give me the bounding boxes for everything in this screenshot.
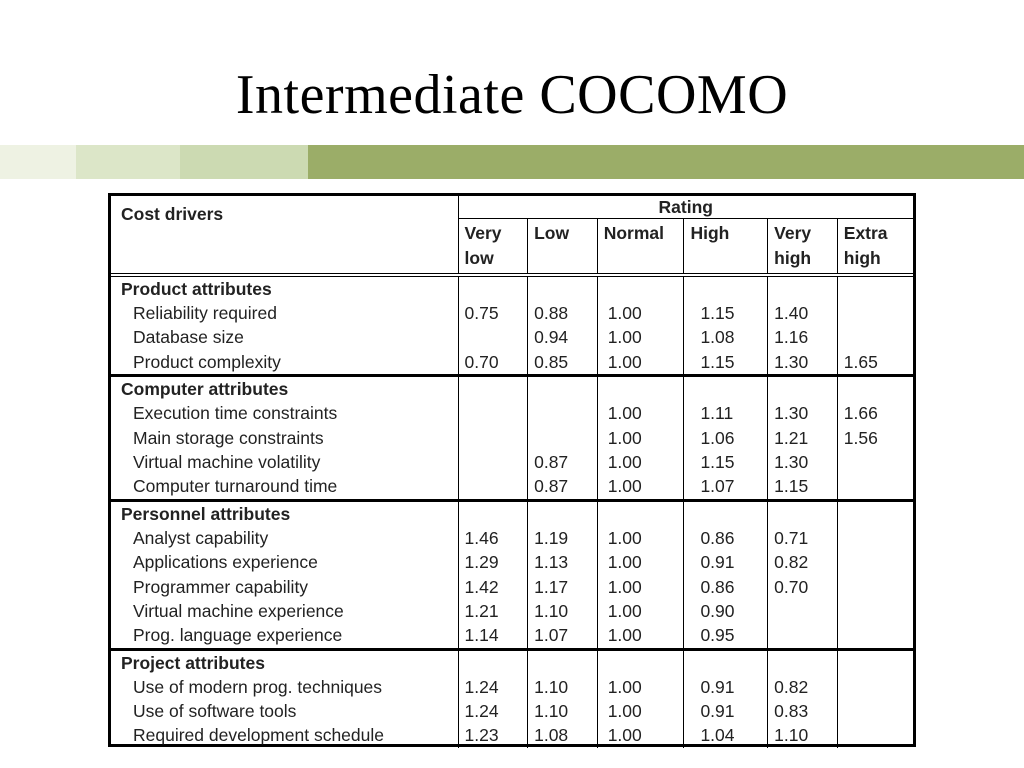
group-title-spacer <box>684 277 767 301</box>
group-title-spacer <box>838 277 913 301</box>
multiplier-value: 1.00 <box>607 303 642 323</box>
cost-driver-name: Prog. language experience <box>133 625 343 646</box>
multiplier-value: 0.86 <box>700 527 735 548</box>
driver-name-cell <box>111 500 458 649</box>
rating-level-header <box>458 219 528 276</box>
rating-value-column <box>684 376 768 501</box>
multiplier-value: 1.00 <box>607 476 642 497</box>
cost-driver-name: Use of modern prog. techniques <box>133 676 383 697</box>
rating-level-label-line1: Very <box>774 223 812 243</box>
multiplier-value: 1.16 <box>774 327 809 348</box>
multiplier-value: 0.94 <box>534 327 569 348</box>
multiplier-value: 1.15 <box>774 476 809 497</box>
multiplier-value <box>838 599 913 623</box>
multiplier-value: 1.14 <box>464 625 499 646</box>
driver-name-cell <box>111 275 458 376</box>
attribute-group-row <box>111 275 913 376</box>
rating-value-column <box>768 649 838 748</box>
rating-level-header <box>684 219 768 276</box>
rating-level-label-line2: low <box>464 248 494 268</box>
multiplier-value: 1.07 <box>534 625 569 646</box>
slide-title: Intermediate COCOMO <box>235 64 789 126</box>
multiplier-value <box>528 426 597 450</box>
attribute-group-row <box>111 500 913 649</box>
attribute-group-row <box>111 649 913 748</box>
multiplier-value: 0.87 <box>534 476 569 497</box>
group-title-spacer <box>838 502 913 526</box>
multiplier-value: 1.30 <box>774 403 809 424</box>
multiplier-value <box>838 675 913 699</box>
multiplier-value: 1.19 <box>534 527 569 548</box>
rating-level-label-line2: high <box>774 248 812 268</box>
multiplier-value: 1.24 <box>464 676 499 697</box>
rating-value-column <box>597 275 684 376</box>
cocomo-table-frame <box>108 193 916 747</box>
group-title-spacer <box>684 502 767 526</box>
rating-value-column <box>768 376 838 501</box>
multiplier-value: 1.24 <box>464 701 499 722</box>
multiplier-value: 1.10 <box>534 701 569 722</box>
multiplier-value: 1.00 <box>607 451 642 472</box>
multiplier-value <box>768 623 837 647</box>
accent-bar-segment <box>180 145 308 179</box>
group-title-spacer <box>684 377 767 401</box>
cost-driver-name: Execution time constraints <box>133 403 338 424</box>
multiplier-value: 0.71 <box>774 527 809 548</box>
attribute-group-title: Product attributes <box>121 279 272 299</box>
multiplier-value: 0.83 <box>774 701 809 722</box>
rating-value-column <box>597 500 684 649</box>
multiplier-value: 1.65 <box>843 351 878 372</box>
multiplier-value <box>459 325 528 349</box>
multiplier-value: 0.70 <box>464 351 499 372</box>
group-title-spacer <box>528 277 597 301</box>
multiplier-value <box>838 723 913 747</box>
group-title-spacer <box>598 651 684 675</box>
attribute-group-row <box>111 376 913 501</box>
rating-value-column <box>837 649 913 748</box>
multiplier-value: 1.56 <box>843 427 878 448</box>
rating-level-label-line2 <box>604 246 678 271</box>
multiplier-value: 1.40 <box>774 303 809 323</box>
group-title-spacer <box>684 651 767 675</box>
multiplier-value: 1.29 <box>464 552 499 573</box>
group-title-spacer <box>528 377 597 401</box>
rating-level-label-line1: Extra <box>843 223 888 243</box>
cost-driver-name: Use of software tools <box>133 701 297 722</box>
multiplier-value: 1.00 <box>607 576 642 597</box>
rating-level-label-line1: Low <box>534 223 570 243</box>
multiplier-value <box>838 550 913 574</box>
multiplier-value: 1.10 <box>534 600 569 621</box>
rating-value-column <box>458 376 528 501</box>
rating-value-column <box>837 376 913 501</box>
group-title-spacer <box>598 502 684 526</box>
multiplier-value: 1.04 <box>700 725 735 746</box>
multiplier-value: 1.00 <box>607 725 642 746</box>
multiplier-value: 1.00 <box>607 327 642 348</box>
multiplier-value: 0.91 <box>700 552 735 573</box>
group-title-spacer <box>768 277 837 301</box>
multiplier-value: 1.15 <box>700 451 735 472</box>
cost-driver-name: Virtual machine experience <box>133 600 344 621</box>
rating-value-column <box>684 500 768 649</box>
cost-driver-name: Database size <box>133 327 244 348</box>
group-title-spacer <box>598 377 684 401</box>
multiplier-value <box>838 575 913 599</box>
multiplier-value: 1.17 <box>534 576 569 597</box>
multiplier-value <box>459 474 528 498</box>
rating-value-column <box>684 649 768 748</box>
rating-value-column <box>597 649 684 748</box>
multiplier-value: 1.00 <box>607 600 642 621</box>
multiplier-value: 1.42 <box>464 576 499 597</box>
multiplier-value <box>838 301 913 325</box>
accent-bar-segment <box>308 145 1024 179</box>
rating-level-label-line2: high <box>843 248 881 268</box>
multiplier-value: 1.00 <box>607 701 642 722</box>
accent-bar-segment <box>76 145 180 179</box>
multiplier-value: 0.87 <box>534 451 569 472</box>
cost-driver-name: Computer turnaround time <box>133 476 338 497</box>
multiplier-value: 1.10 <box>534 676 569 697</box>
multiplier-value: 1.66 <box>843 403 878 424</box>
multiplier-value: 1.15 <box>700 303 735 323</box>
rating-level-label-line2 <box>690 246 761 271</box>
multiplier-value: 1.00 <box>607 552 642 573</box>
multiplier-value <box>838 699 913 723</box>
multiplier-value: 1.46 <box>464 527 499 548</box>
rating-level-header <box>528 219 598 276</box>
cost-driver-name: Virtual machine volatility <box>133 451 321 472</box>
multiplier-value: 1.00 <box>607 527 642 548</box>
rating-level-label-line2 <box>534 246 591 271</box>
group-title-spacer <box>459 377 528 401</box>
rating-level-label-line1: Very <box>464 223 502 243</box>
rating-value-column <box>528 500 598 649</box>
rating-value-column <box>768 500 838 649</box>
rating-value-column <box>597 376 684 501</box>
group-title-spacer <box>838 651 913 675</box>
group-title-spacer <box>528 651 597 675</box>
cost-driver-name: Product complexity <box>133 351 281 372</box>
multiplier-value: 0.90 <box>700 600 735 621</box>
group-title-spacer <box>598 277 684 301</box>
multiplier-value <box>459 426 528 450</box>
group-title-spacer <box>459 277 528 301</box>
multiplier-value: 1.23 <box>464 725 499 746</box>
multiplier-value: 1.11 <box>700 403 734 424</box>
multiplier-value: 1.06 <box>700 427 735 448</box>
rating-value-column <box>458 275 528 376</box>
multiplier-value: 1.00 <box>607 427 642 448</box>
group-title-spacer <box>459 502 528 526</box>
multiplier-value: 1.08 <box>534 725 569 746</box>
group-title-spacer <box>459 651 528 675</box>
rating-header: Rating <box>458 196 913 219</box>
cost-driver-name: Main storage constraints <box>133 427 324 448</box>
multiplier-value: 0.75 <box>464 303 499 323</box>
multiplier-value: 1.00 <box>607 625 642 646</box>
multiplier-value <box>838 450 913 474</box>
multiplier-value: 0.88 <box>534 303 569 323</box>
group-title-spacer <box>768 651 837 675</box>
cocomo-cost-driver-table <box>111 196 913 748</box>
multiplier-value <box>838 623 913 647</box>
driver-name-cell <box>111 649 458 748</box>
rating-value-column <box>528 376 598 501</box>
driver-name-cell <box>111 376 458 501</box>
rating-value-column <box>837 275 913 376</box>
multiplier-value <box>838 474 913 498</box>
attribute-group-title: Personnel attributes <box>121 503 291 524</box>
rating-level-label-line1: Normal <box>603 223 664 243</box>
attribute-group-title: Project attributes <box>121 652 265 673</box>
group-title-spacer <box>838 377 913 401</box>
group-title-spacer <box>768 502 837 526</box>
multiplier-value: 0.70 <box>774 576 809 597</box>
multiplier-value <box>459 401 528 425</box>
multiplier-value <box>838 526 913 550</box>
rating-level-header <box>837 219 913 276</box>
multiplier-value: 0.82 <box>774 552 809 573</box>
rating-value-column <box>684 275 768 376</box>
rating-value-column <box>458 649 528 748</box>
rating-level-label-line1: High <box>690 223 730 243</box>
group-title-spacer <box>768 377 837 401</box>
multiplier-value: 1.00 <box>607 676 642 697</box>
multiplier-value: 1.30 <box>774 451 809 472</box>
multiplier-value <box>838 325 913 349</box>
rating-value-column <box>837 500 913 649</box>
multiplier-value: 0.85 <box>534 351 569 372</box>
multiplier-value: 1.15 <box>700 351 735 372</box>
attribute-group-title: Computer attributes <box>121 379 289 400</box>
cost-driver-name: Programmer capability <box>133 576 309 597</box>
accent-bar-segment <box>0 145 76 179</box>
rating-value-column <box>768 275 838 376</box>
rating-value-column <box>528 275 598 376</box>
multiplier-value: 1.13 <box>534 552 569 573</box>
cost-driver-name: Required development schedule <box>133 725 384 746</box>
rating-level-header <box>768 219 838 276</box>
cost-drivers-header: Cost drivers <box>111 196 458 275</box>
cost-driver-name: Reliability required <box>133 303 277 323</box>
multiplier-value: 1.07 <box>700 476 735 497</box>
cost-driver-name: Analyst capability <box>133 527 269 548</box>
rating-value-column <box>528 649 598 748</box>
multiplier-value: 1.08 <box>700 327 735 348</box>
multiplier-value: 1.21 <box>774 427 809 448</box>
multiplier-value: 0.91 <box>700 676 735 697</box>
multiplier-value: 1.10 <box>774 725 809 746</box>
multiplier-value: 1.21 <box>464 600 499 621</box>
multiplier-value: 1.00 <box>607 351 642 372</box>
multiplier-value <box>528 401 597 425</box>
multiplier-value: 1.00 <box>607 403 642 424</box>
group-title-spacer <box>528 502 597 526</box>
multiplier-value <box>768 599 837 623</box>
multiplier-value <box>459 450 528 474</box>
multiplier-value: 0.86 <box>700 576 735 597</box>
multiplier-value: 0.95 <box>700 625 735 646</box>
rating-level-header <box>597 219 684 276</box>
cost-driver-name: Applications experience <box>133 552 318 573</box>
multiplier-value: 0.82 <box>774 676 809 697</box>
rating-value-column <box>458 500 528 649</box>
multiplier-value: 1.30 <box>774 351 809 372</box>
multiplier-value: 0.91 <box>700 701 735 722</box>
